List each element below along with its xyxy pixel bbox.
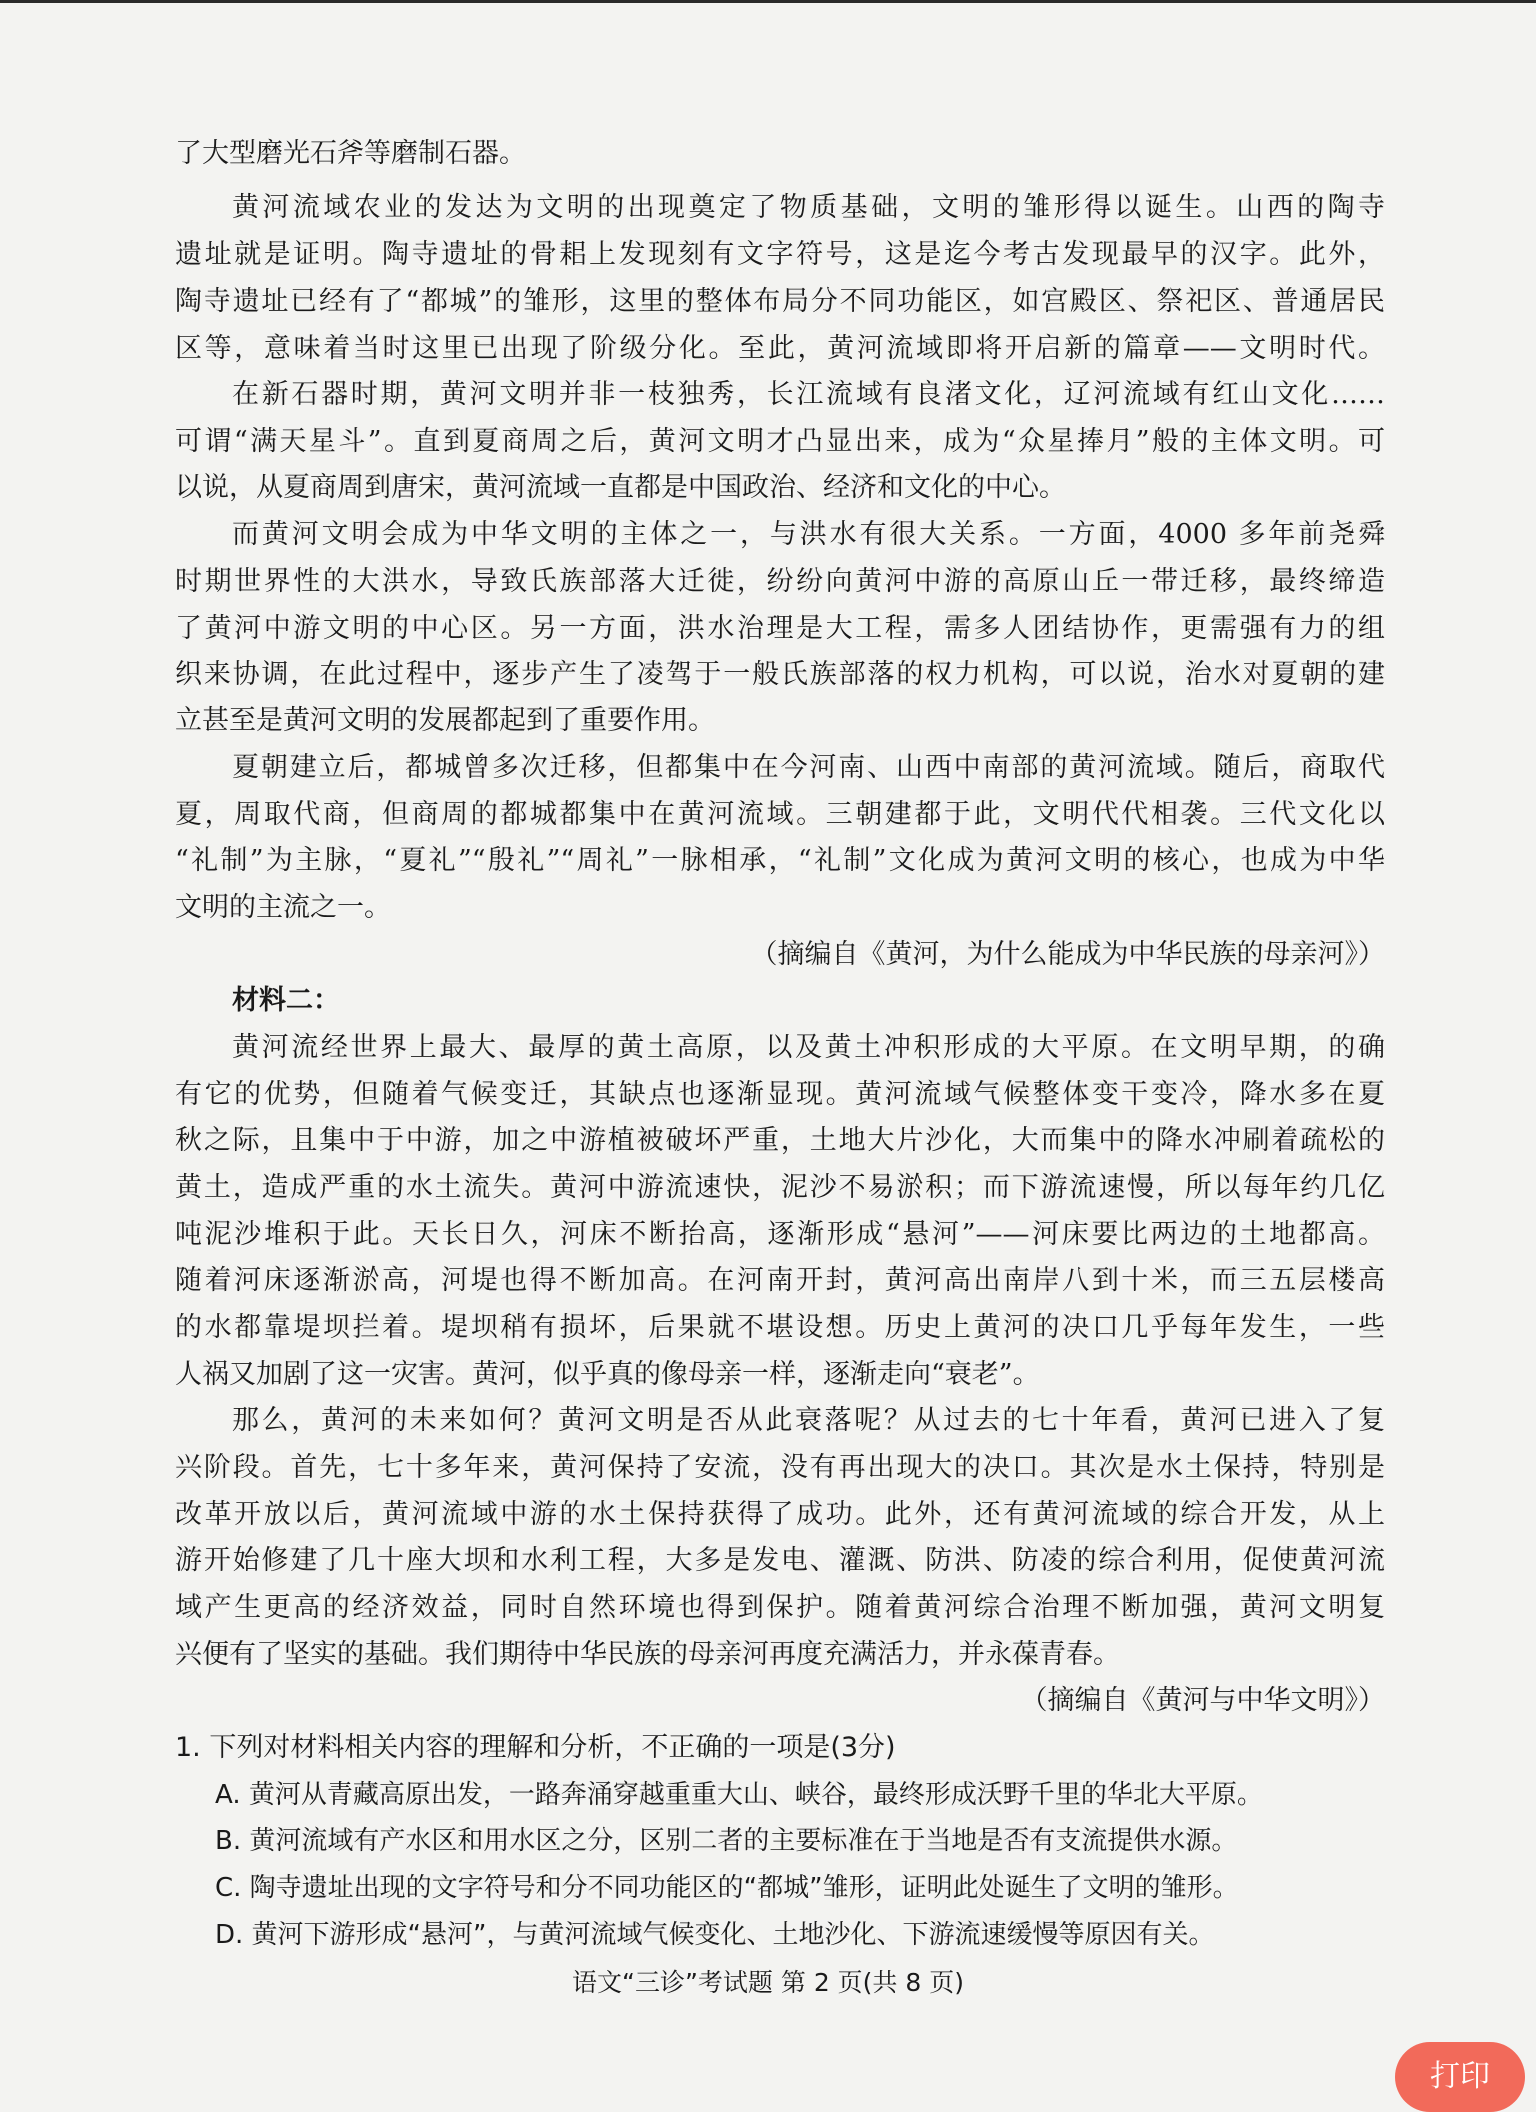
question-option-d: D. 黄河下游形成“悬河”，与黄河流域气候变化、土地沙化、下游流速缓慢等原因有关。 [215,1920,1215,1950]
text-line: 可谓“满天星斗”。直到夏商周之后，黄河文明才凸显出来，成为“众星捧月”般的主体文明。可 [175,426,1385,457]
text-line: 的水都靠堤坝拦着。堤坝稍有损坏，后果就不堪设想。历史上黄河的决口几乎每年发生，一些 [175,1312,1385,1343]
text-line: 人祸又加剧了这一灾害。黄河，似乎真的像母亲一样，逐渐走向“衰老”。 [175,1359,1040,1390]
question-stem: 1. 下列对材料相关内容的理解和分析，不正确的一项是(3分) [175,1732,896,1763]
text-line: 了大型磨光石斧等磨制石器。 [175,138,526,169]
source-citation: （摘编自《黄河，为什么能成为中华民族的母亲河》） [750,939,1385,970]
text-line: 织来协调，在此过程中，逐步产生了凌驾于一般氏族部落的权力机构，可以说，治水对夏朝的建 [175,659,1385,690]
text-line: 吨泥沙堆积于此。天长日久，河床不断抬高，逐渐形成“悬河”——河床要比两边的土地都高。 [175,1219,1385,1250]
text-line: 遗址就是证明。陶寺遗址的骨耜上发现刻有文字符号，这是迄今考古发现最早的汉字。此外， [175,239,1385,270]
source-citation: （摘编自《黄河与中华文明》） [1020,1685,1385,1716]
text-line: 随着河床逐渐淤高，河堤也得不断加高。在河南开封，黄河高出南岸八到十米，而三五层楼高 [175,1265,1385,1296]
text-line: “礼制”为主脉，“夏礼”“殷礼”“周礼”一脉相承，“礼制”文化成为黄河文明的核心，也成为中华 [175,845,1385,876]
print-button[interactable]: 打印 [1395,2042,1525,2112]
text-line: 改革开放以后，黄河流域中游的水土保持获得了成功。此外，还有黄河流域的综合开发，从上 [175,1499,1385,1530]
text-line: 而黄河文明会成为中华文明的主体之一，与洪水有很大关系。一方面，4000 多年前尧舜 [232,519,1385,550]
text-line: 游开始修建了几十座大坝和水利工程，大多是发电、灌溉、防洪、防凌的综合利用，促使黄河流 [175,1545,1385,1576]
text-line: 有它的优势，但随着气候变迁，其缺点也逐渐显现。黄河流域气候整体变干变冷，降水多在夏 [175,1079,1385,1110]
text-line: 夏朝建立后，都城曾多次迁移，但都集中在今河南、山西中南部的黄河流域。随后，商取代 [232,752,1385,783]
text-line: 了黄河中游文明的中心区。另一方面，洪水治理是大工程，需多人团结协作，更需强有力的组 [175,613,1385,644]
text-line: 以说，从夏商周到唐宋，黄河流域一直都是中国政治、经济和文化的中心。 [175,472,1066,503]
text-line: 那么，黄河的未来如何？黄河文明是否从此衰落呢？从过去的七十年看，黄河已进入了复 [232,1405,1385,1436]
text-line: 文明的主流之一。 [175,892,391,923]
text-line: 时期世界性的大洪水，导致氏族部落大迁徙，纷纷向黄河中游的高原山丘一带迁移，最终缔造 [175,566,1385,597]
section-heading: 材料二： [232,985,340,1016]
page-footer: 语文“三诊”考试题 第 2 页(共 8 页) [572,1968,964,1997]
question-option-b: B. 黄河流域有产水区和用水区之分，区别二者的主要标准在于当地是否有支流提供水源。 [215,1826,1238,1856]
text-line: 立甚至是黄河文明的发展都起到了重要作用。 [175,705,715,736]
text-line: 夏，周取代商，但商周的都城都集中在黄河流域。三朝建都于此，文明代代相袭。三代文化以 [175,799,1385,830]
text-line: 兴便有了坚实的基础。我们期待中华民族的母亲河再度充满活力，并永葆青春。 [175,1639,1120,1670]
text-line: 陶寺遗址已经有了“都城”的雏形，这里的整体布局分不同功能区，如宫殿区、祭祀区、普通居民 [175,286,1385,317]
question-option-a: A. 黄河从青藏高原出发，一路奔涌穿越重重大山、峡谷，最终形成沃野千里的华北大平原。 [215,1780,1263,1810]
text-line: 域产生更高的经济效益，同时自然环境也得到保护。随着黄河综合治理不断加强，黄河文明复 [175,1592,1385,1623]
text-line: 黄河流域农业的发达为文明的出现奠定了物质基础，文明的雏形得以诞生。山西的陶寺 [232,192,1385,223]
question-option-c: C. 陶寺遗址出现的文字符号和分不同功能区的“都城”雏形，证明此处诞生了文明的雏形。 [215,1873,1239,1903]
text-line: 兴阶段。首先，七十多年来，黄河保持了安流，没有再出现大的决口。其次是水土保持，特别是 [175,1452,1385,1483]
text-line: 黄河流经世界上最大、最厚的黄土高原，以及黄土冲积形成的大平原。在文明早期，的确 [232,1032,1385,1063]
text-line: 黄土，造成严重的水土流失。黄河中游流速快，泥沙不易淤积；而下游流速慢，所以每年约几亿 [175,1172,1385,1203]
text-line: 在新石器时期，黄河文明并非一枝独秀，长江流域有良渚文化，辽河流域有红山文化…… [232,379,1385,410]
text-line: 区等，意味着当时这里已出现了阶级分化。至此，黄河流域即将开启新的篇章——文明时代。 [175,333,1385,364]
text-line: 秋之际，且集中于中游，加之中游植被破坏严重，土地大片沙化，大而集中的降水冲刷着疏松的 [175,1125,1385,1156]
